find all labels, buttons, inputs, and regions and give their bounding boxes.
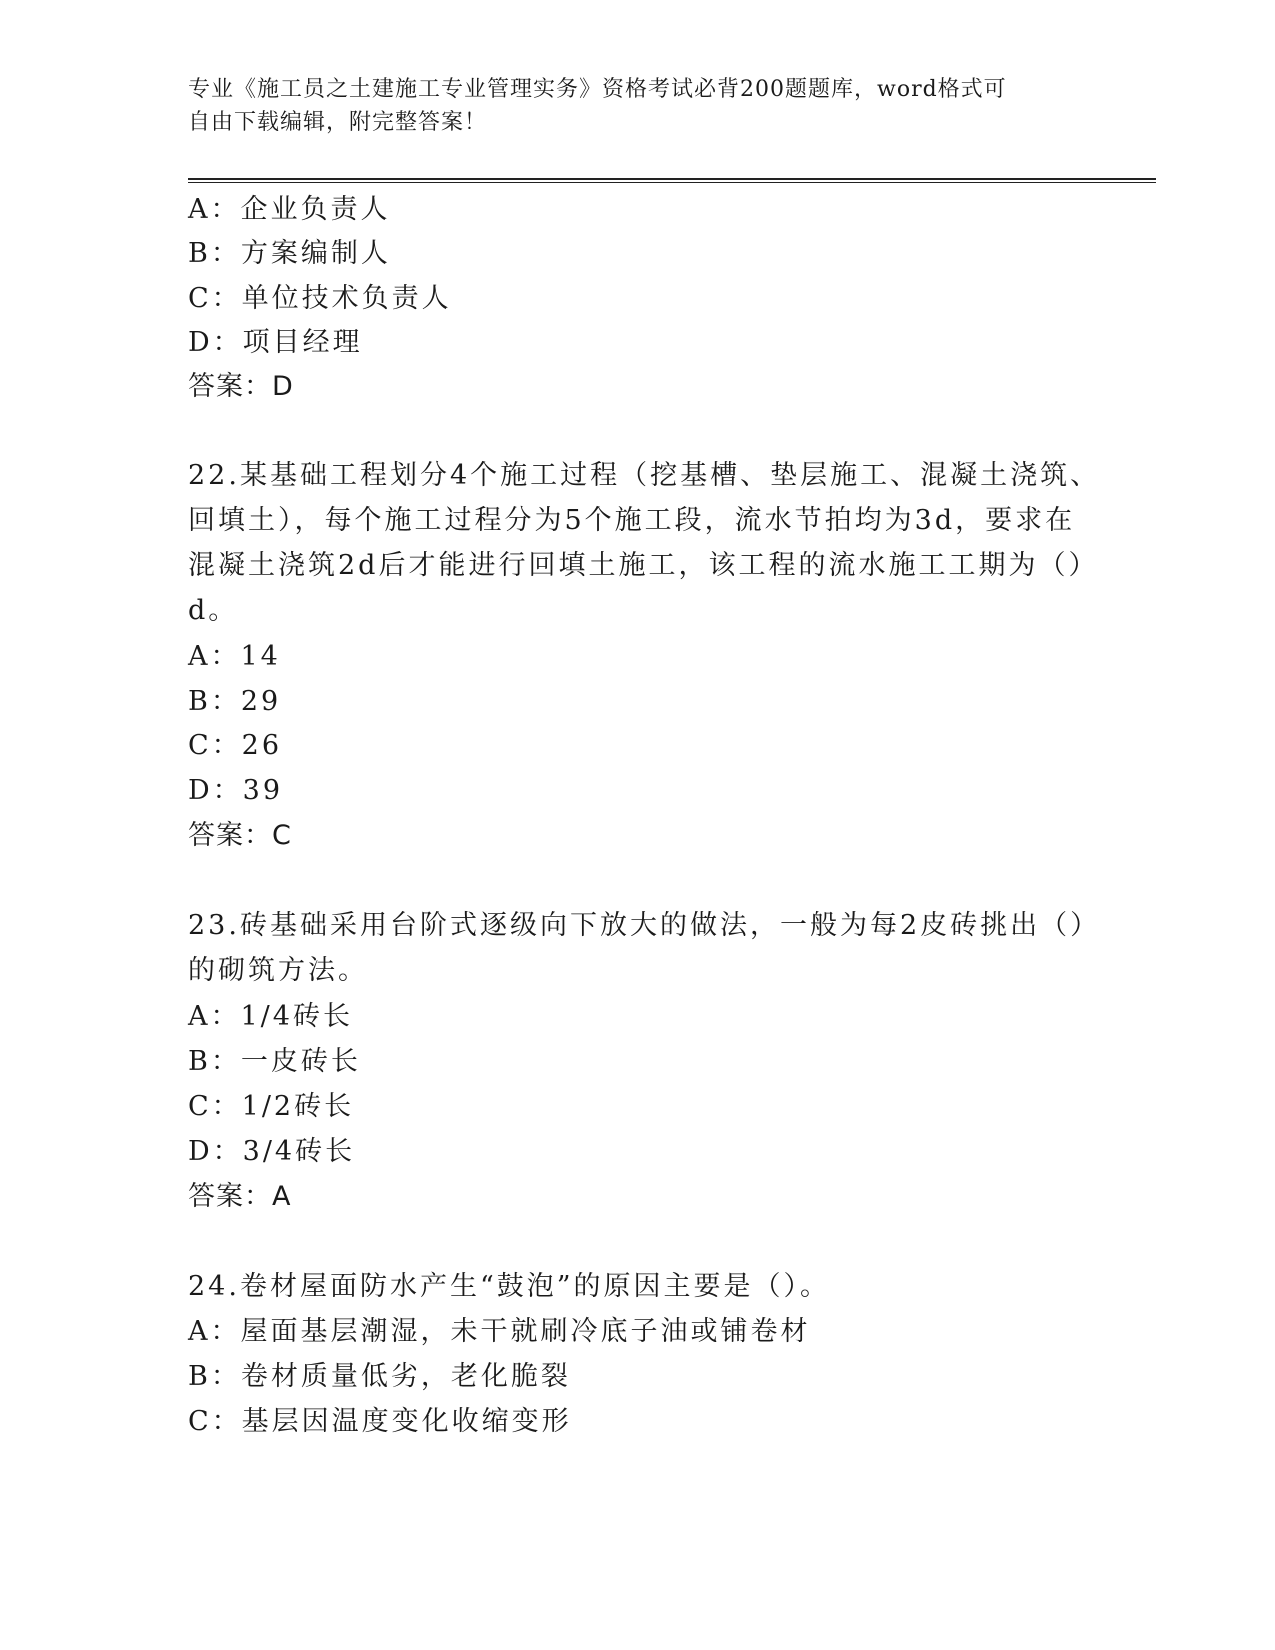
header-divider-thick <box>188 178 1156 180</box>
q21-answer: 答案：D <box>188 371 294 402</box>
q24-option-a: A：屋面基层潮湿，未干就刷冷底子油或铺卷材 <box>188 1316 811 1347</box>
q23-option-d: D：3/4砖长 <box>188 1136 356 1167</box>
q23-stem-line-2: 的砌筑方法。 <box>188 955 368 986</box>
q22-answer: 答案：C <box>188 820 292 851</box>
q23-stem-line-1: 23.砖基础采用台阶式逐级向下放大的做法，一般为每2皮砖挑出（） <box>188 910 1101 941</box>
document-header <box>188 73 1068 139</box>
q23-option-a: A：1/4砖长 <box>188 1001 353 1032</box>
q21-option-d: D：项目经理 <box>188 327 363 358</box>
q22-stem-line-3: 混凝土浇筑2d后才能进行回填土施工，该工程的流水施工工期为（） <box>188 550 1099 581</box>
q21-option-b: B：方案编制人 <box>188 238 391 269</box>
q22-stem-line-2: 回填土），每个施工过程分为5个施工段，流水节拍均为3d，要求在 <box>188 505 1076 536</box>
header-line-2: 自由下载编辑，附完整答案！ <box>188 110 488 135</box>
q22-stem-line-4: d。 <box>188 595 239 626</box>
q23-answer: 答案：A <box>188 1181 292 1212</box>
q23-option-c: C：1/2砖长 <box>188 1091 355 1122</box>
q24-option-b: B：卷材质量低劣，老化脆裂 <box>188 1361 571 1392</box>
q21-option-c: C：单位技术负责人 <box>188 283 452 314</box>
q23-option-b: B：一皮砖长 <box>188 1046 361 1077</box>
header-divider-thin <box>188 182 1156 183</box>
q21-option-a: A：企业负责人 <box>188 194 391 225</box>
q24-option-c: C：基层因温度变化收缩变形 <box>188 1406 572 1437</box>
header-line-1: 专业《施工员之土建施工专业管理实务》资格考试必背200题题库，word格式可 <box>188 77 1007 102</box>
q22-option-b: B：29 <box>188 686 282 717</box>
q24-stem-line-1: 24.卷材屋面防水产生“鼓泡”的原因主要是（）。 <box>188 1271 831 1302</box>
q22-option-a: A：14 <box>188 641 281 672</box>
q22-stem-line-1: 22.某基础工程划分4个施工过程（挖基槽、垫层施工、混凝土浇筑、 <box>188 460 1101 491</box>
q22-option-c: C：26 <box>188 730 283 761</box>
q22-option-d: D：39 <box>188 775 284 806</box>
